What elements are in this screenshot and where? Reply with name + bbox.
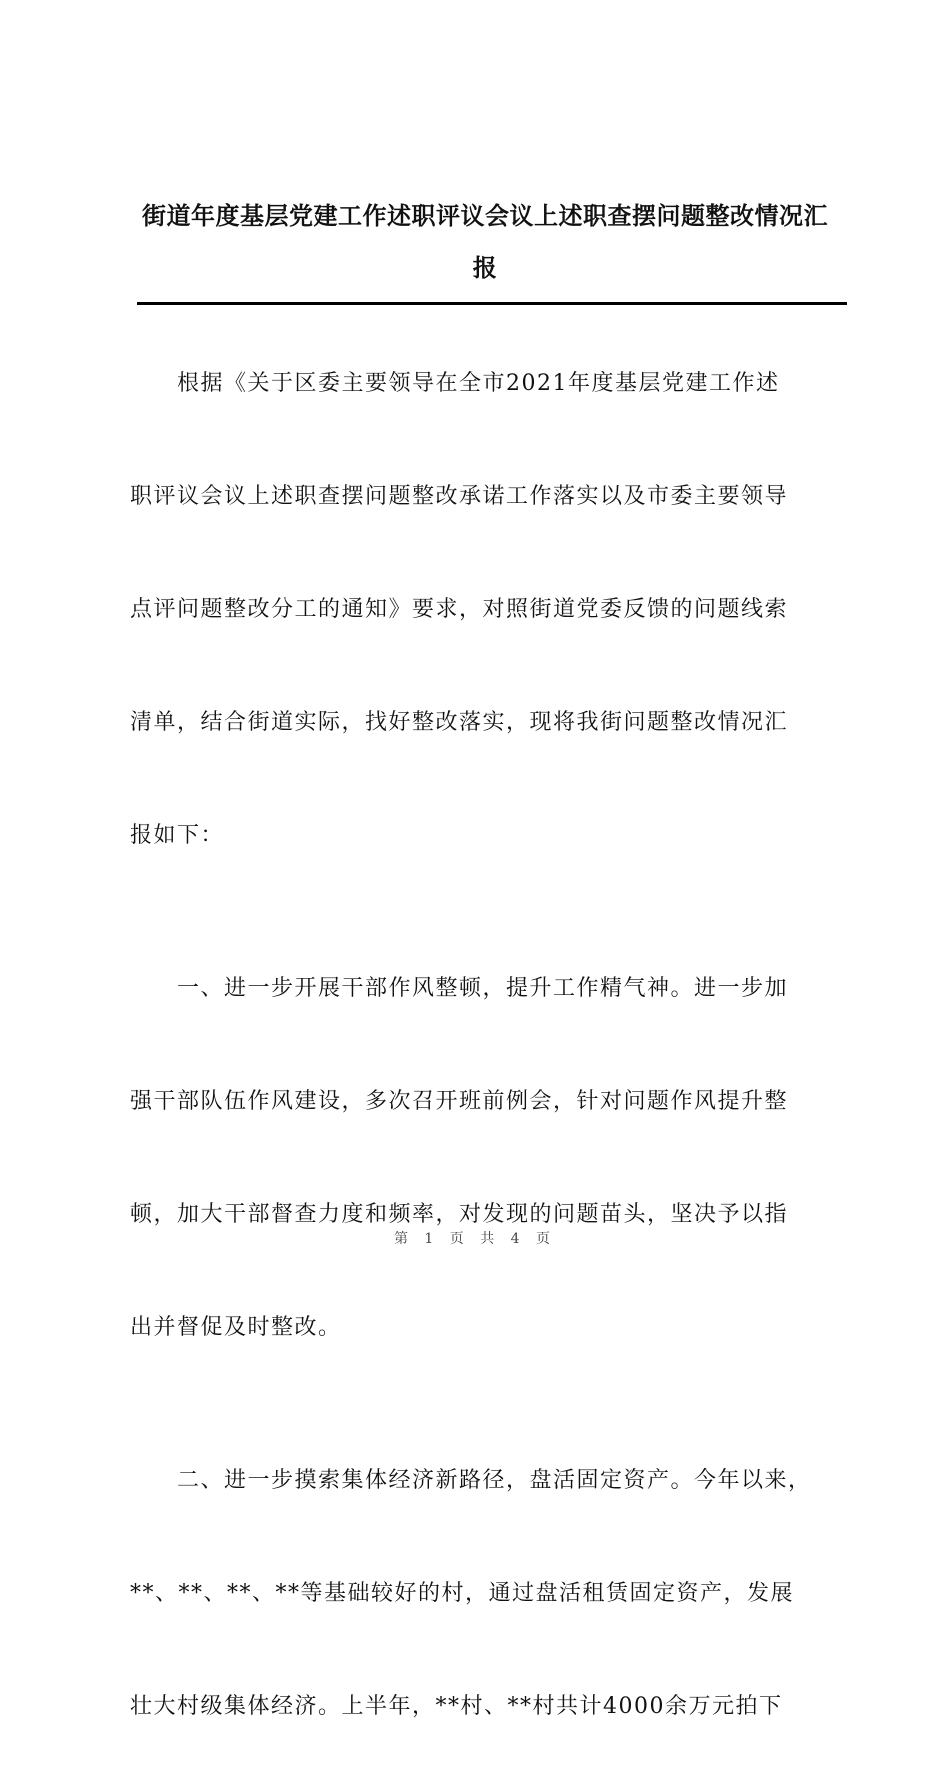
paragraph-section-2: [130, 1421, 850, 1767]
paragraph-section-1: [130, 929, 850, 1388]
paragraph-line: 顿，加大干部督查力度和频率，对发现的问题苗头，坚决予以指: [130, 1202, 789, 1227]
title-divider: [137, 302, 847, 305]
paragraph-line: 报如下：: [130, 823, 225, 848]
paragraph-intro: [130, 324, 850, 896]
paragraph-line: 一、进一步开展干部作风整顿，提升工作精气神。进一步加: [130, 976, 789, 1001]
document-title: [120, 190, 850, 294]
paragraph-line: 职评议会议上述职查摆问题整改承诺工作落实以及市委主要领导: [130, 484, 789, 509]
title-line-1: 街道年度基层党建工作述职评议会议上述职查摆问题整改情况汇: [142, 202, 828, 230]
paragraph-line: 根据《关于区委主要领导在全市2021年度基层党建工作述: [130, 371, 780, 396]
document-body: [130, 324, 850, 1767]
paragraph-line: 二、进一步摸索集体经济新路径，盘活固定资产。今年以来，: [130, 1468, 812, 1493]
paragraph-line: 清单，结合街道实际，找好整改落实，现将我街问题整改情况汇: [130, 710, 789, 735]
paragraph-line: 点评问题整改分工的通知》要求，对照街道党委反馈的问题线索: [130, 597, 789, 622]
paragraph-line: **、**、**、**等基础较好的村，通过盘活租赁固定资产，发展: [130, 1581, 795, 1606]
title-line-2: 报: [472, 254, 498, 282]
page-footer: 第 1 页 共 4 页: [393, 1231, 557, 1247]
paragraph-line: 出并督促及时整改。: [130, 1315, 342, 1340]
paragraph-line: 壮大村级集体经济。上半年，**村、**村共计4000余万元拍下: [130, 1694, 783, 1719]
paragraph-line: 强干部队伍作风建设，多次召开班前例会，针对问题作风提升整: [130, 1089, 789, 1114]
